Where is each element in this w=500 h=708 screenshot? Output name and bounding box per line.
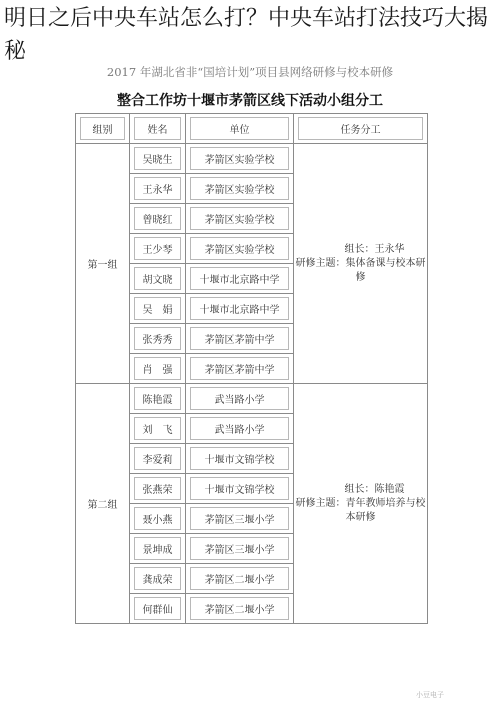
group-topic-text: 研修主题：集体备课与校本研修 xyxy=(295,257,426,283)
header-name: 姓名 xyxy=(130,114,186,144)
document-title: 整合工作坊十堰市茅箭区线下活动小组分工 xyxy=(117,93,383,109)
table-row xyxy=(76,384,428,414)
watermark-label: 小豆电子 xyxy=(416,691,444,699)
member-unit-cell: 茅箭区实验学校 xyxy=(186,204,294,234)
member-name-cell: 刘 飞 xyxy=(130,414,186,444)
member-unit-cell: 十堰市文锦学校 xyxy=(186,444,294,474)
member-unit-cell: 茅箭区茅箭中学 xyxy=(186,354,294,384)
member-name-cell: 陈艳霞 xyxy=(130,384,186,414)
member-name-cell: 胡文晓 xyxy=(130,264,186,294)
table-header-row xyxy=(76,114,428,144)
member-name-cell: 龚成荣 xyxy=(130,564,186,594)
member-name-cell: 景坤成 xyxy=(130,534,186,564)
group-duty-cell xyxy=(294,144,428,384)
member-name-cell: 王少琴 xyxy=(130,234,186,264)
header-duty: 任务分工 xyxy=(294,114,428,144)
member-unit-cell: 武当路小学 xyxy=(186,384,294,414)
member-unit-cell: 茅箭区实验学校 xyxy=(186,234,294,264)
group-leader-text: 组长：陈艳霞 xyxy=(344,483,405,495)
article-headline: 明日之后中央车站怎么打？中央车站打法技巧大揭秘 xyxy=(4,6,489,64)
member-unit-cell: 十堰市北京路中学 xyxy=(186,264,294,294)
header-group: 组别 xyxy=(76,114,130,144)
member-name-cell: 张燕荣 xyxy=(130,474,186,504)
member-unit-cell: 茅箭区三堰小学 xyxy=(186,504,294,534)
member-unit-cell: 茅箭区实验学校 xyxy=(186,144,294,174)
member-name-cell: 曾晓红 xyxy=(130,204,186,234)
table-row xyxy=(76,144,428,174)
member-name-cell: 吴晓生 xyxy=(130,144,186,174)
member-name-cell: 张秀秀 xyxy=(130,324,186,354)
member-unit-cell: 十堰市文锦学校 xyxy=(186,474,294,504)
group-duty-cell xyxy=(294,384,428,624)
member-name-cell: 吴 娟 xyxy=(130,294,186,324)
group-name-cell: 第二组 xyxy=(76,384,130,624)
member-unit-cell: 茅箭区二堰小学 xyxy=(186,564,294,594)
group-leader-text: 组长：王永华 xyxy=(344,243,405,255)
group-topic-text: 研修主题：青年教师培养与校本研修 xyxy=(295,497,426,523)
member-unit-cell: 茅箭区二堰小学 xyxy=(186,594,294,624)
member-name-cell: 聂小燕 xyxy=(130,504,186,534)
table-body xyxy=(76,144,428,624)
member-unit-cell: 茅箭区实验学校 xyxy=(186,174,294,204)
member-name-cell: 李爱莉 xyxy=(130,444,186,474)
document-subtitle: 2017 年湖北省非“国培计划”项目县网络研修与校本研修 xyxy=(106,65,394,79)
header-unit: 单位 xyxy=(186,114,294,144)
member-unit-cell: 武当路小学 xyxy=(186,414,294,444)
member-unit-cell: 十堰市北京路中学 xyxy=(186,294,294,324)
member-name-cell: 王永华 xyxy=(130,174,186,204)
member-name-cell: 何群仙 xyxy=(130,594,186,624)
member-unit-cell: 茅箭区茅箭中学 xyxy=(186,324,294,354)
group-assignment-table xyxy=(75,113,428,624)
member-unit-cell: 茅箭区三堰小学 xyxy=(186,534,294,564)
member-name-cell: 肖 强 xyxy=(130,354,186,384)
group-name-cell: 第一组 xyxy=(76,144,130,384)
